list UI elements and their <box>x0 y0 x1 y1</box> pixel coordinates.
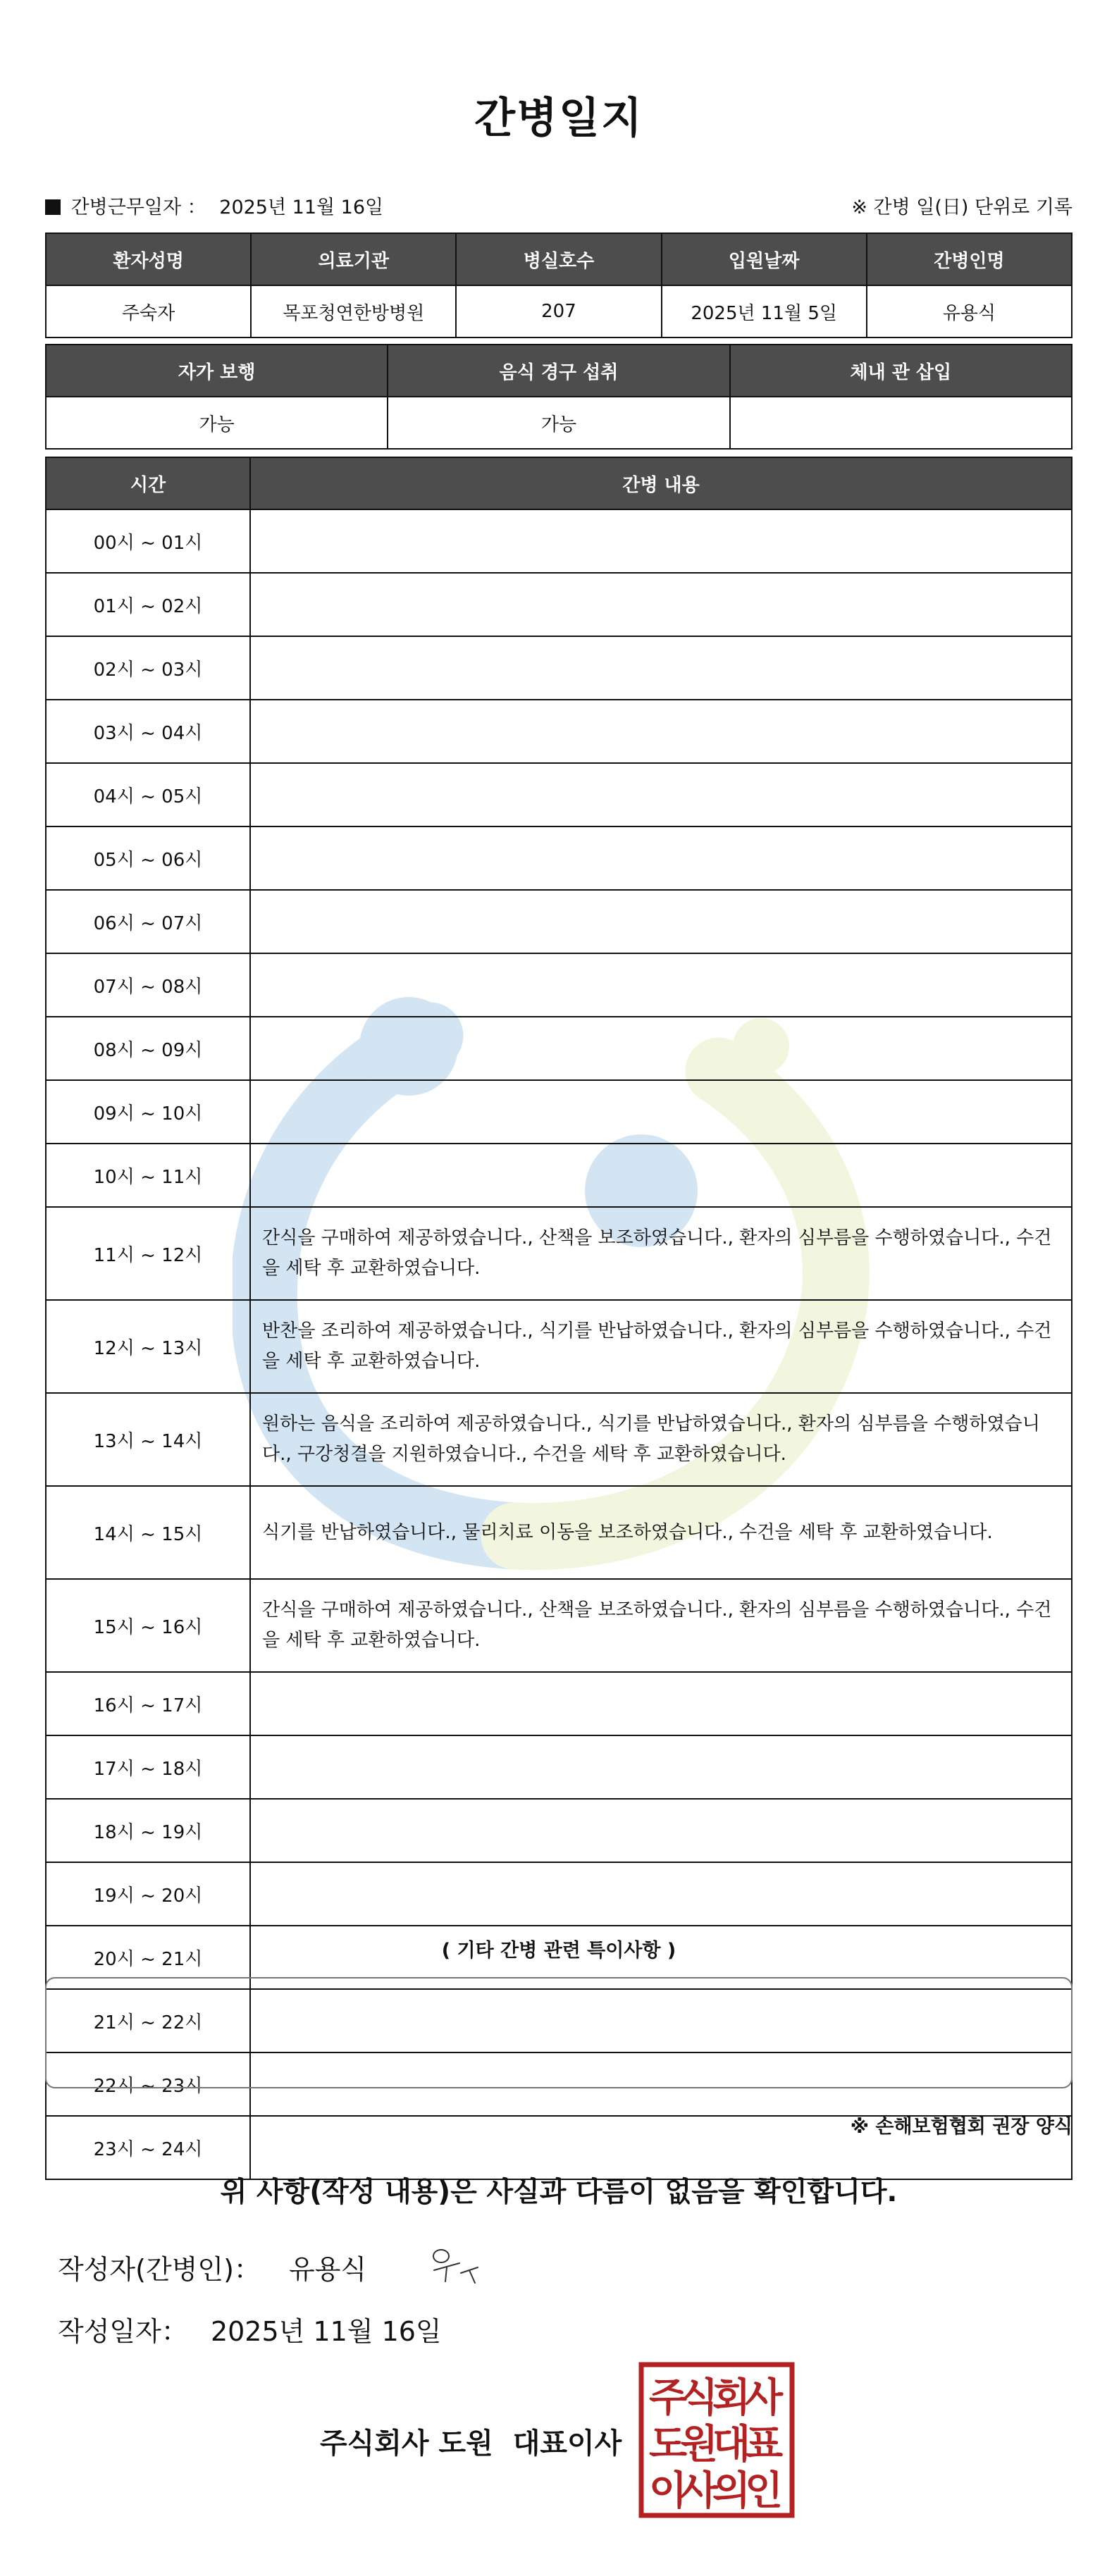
bullet-square-icon <box>45 199 61 215</box>
recommend-note: ※ 손해보험협회 권장 양식 <box>850 2116 1072 2138</box>
time-slot: 17시 ~ 18시 <box>46 1735 250 1799</box>
time-slot: 06시 ~ 07시 <box>46 890 250 953</box>
table-row <box>46 953 1072 1017</box>
care-content <box>250 1799 1072 1862</box>
svg-text:도: 도 <box>648 2422 688 2467</box>
table-row <box>46 1300 1072 1393</box>
svg-text:회: 회 <box>712 2375 751 2421</box>
company-seal-stamp <box>638 2362 795 2518</box>
patient-status-table <box>45 344 1072 450</box>
svg-text:원: 원 <box>679 2422 719 2467</box>
header-oral-intake: 음식 경구 섭취 <box>388 345 729 397</box>
care-log-body <box>46 509 1072 2179</box>
care-content: 간식을 구매하여 제공하였습니다., 산책을 보조하였습니다., 환자의 심부름을 수행하였습니다., 수건을 세탁 후 교환하였습니다. <box>250 1207 1072 1300</box>
writer-label: 작성자(간병인)： <box>58 2254 261 2285</box>
caregiver-name: 유용식 <box>867 285 1072 338</box>
care-content: 원하는 음식을 조리하여 제공하였습니다., 식기를 반납하였습니다., 환자의 심부름을 수행하였습니다., 구강청결을 지원하였습니다., 수건을 세탁 후 교환하였습니다. <box>250 1393 1072 1486</box>
table-row <box>46 1486 1072 1579</box>
table-row <box>46 1672 1072 1735</box>
table-row <box>46 573 1072 636</box>
care-content: 식기를 반납하였습니다., 물리치료 이동을 보조하였습니다., 수건을 세탁 후 교환하였습니다. <box>250 1486 1072 1579</box>
written-date-value: 2025년 11월 16일 <box>210 2316 442 2347</box>
time-slot: 10시 ~ 11시 <box>46 1144 250 1207</box>
time-slot: 04시 ~ 05시 <box>46 763 250 826</box>
svg-text:인: 인 <box>744 2468 784 2514</box>
company-name: 주식회사 도원 <box>320 2427 493 2460</box>
table-row <box>46 1144 1072 1207</box>
time-slot: 03시 ~ 04시 <box>46 700 250 763</box>
room-number: 207 <box>456 285 661 338</box>
header-admission-date: 입원날짜 <box>662 233 867 285</box>
time-slot: 05시 ~ 06시 <box>46 826 250 890</box>
care-content <box>250 826 1072 890</box>
patient-info-table <box>45 233 1072 338</box>
time-slot: 07시 ~ 08시 <box>46 953 250 1017</box>
page-title: 간병일지 <box>474 94 643 143</box>
time-slot: 20시 ~ 21시 <box>46 1926 250 1989</box>
header-room: 병실호수 <box>456 233 661 285</box>
table-row <box>46 1393 1072 1486</box>
care-content <box>250 1672 1072 1735</box>
table-row <box>46 1017 1072 1080</box>
table-row <box>46 826 1072 890</box>
time-slot: 00시 ~ 01시 <box>46 509 250 573</box>
table-row <box>46 636 1072 700</box>
header-hospital: 의료기관 <box>251 233 456 285</box>
time-slot: 19시 ~ 20시 <box>46 1862 250 1926</box>
admission-date: 2025년 11월 5일 <box>662 285 867 338</box>
time-slot: 16시 ~ 17시 <box>46 1672 250 1735</box>
time-slot: 12시 ~ 13시 <box>46 1300 250 1393</box>
work-date-label: 간병근무일자 ： <box>70 197 206 218</box>
time-slot: 09시 ~ 10시 <box>46 1080 250 1144</box>
oral-intake-value: 가능 <box>388 397 729 449</box>
care-content <box>250 700 1072 763</box>
care-content <box>250 1080 1072 1144</box>
handwritten-signature <box>426 2241 489 2290</box>
care-content <box>250 1862 1072 1926</box>
svg-text:이: 이 <box>648 2468 688 2514</box>
table-row <box>46 1799 1072 1862</box>
work-date-value: 2025년 11월 16일 <box>219 197 384 218</box>
care-content <box>250 763 1072 826</box>
care-content <box>250 1735 1072 1799</box>
table-row <box>46 1080 1072 1144</box>
care-content <box>250 890 1072 953</box>
patient-name: 주숙자 <box>46 285 251 338</box>
svg-text:사: 사 <box>679 2468 719 2514</box>
writer-line <box>58 2248 366 2286</box>
extra-notes-label: ( 기타 간병 관련 특이사항 ) <box>441 1940 676 1962</box>
record-note: ※ 간병 일(日) 단위로 기록 <box>851 197 1072 218</box>
table-row <box>46 1735 1072 1799</box>
table-row <box>46 1579 1072 1672</box>
header-care-content: 간병 내용 <box>250 457 1072 509</box>
care-content <box>250 953 1072 1017</box>
header-tube: 체내 관 삽입 <box>730 345 1072 397</box>
svg-text:대: 대 <box>712 2422 751 2467</box>
care-content: 반찬을 조리하여 제공하였습니다., 식기를 반납하였습니다., 환자의 심부름을 수행하였습니다., 수건을 세탁 후 교환하였습니다. <box>250 1300 1072 1393</box>
svg-text:표: 표 <box>744 2422 784 2467</box>
header-time: 시간 <box>46 457 250 509</box>
care-content <box>250 636 1072 700</box>
time-slot: 22시 ~ 23시 <box>46 2052 250 2116</box>
table-row <box>46 890 1072 953</box>
extra-notes-box <box>45 1977 1072 2088</box>
company-title: 대표이사 <box>512 2427 622 2460</box>
time-slot: 23시 ~ 24시 <box>46 2116 250 2179</box>
care-log-table <box>45 457 1072 2180</box>
care-content <box>250 1017 1072 1080</box>
table-row <box>46 1862 1072 1926</box>
time-slot: 01시 ~ 02시 <box>46 573 250 636</box>
header-caregiver: 간병인명 <box>867 233 1072 285</box>
meta-row <box>45 192 1072 220</box>
hospital-name: 목포청연한방병원 <box>251 285 456 338</box>
table-row <box>46 700 1072 763</box>
table-row <box>46 509 1072 573</box>
care-content <box>250 509 1072 573</box>
header-patient-name: 환자성명 <box>46 233 251 285</box>
header-walking: 자가 보행 <box>46 345 388 397</box>
time-slot: 02시 ~ 03시 <box>46 636 250 700</box>
svg-text:의: 의 <box>712 2468 751 2514</box>
table-row <box>46 763 1072 826</box>
written-date-line <box>58 2310 442 2348</box>
walking-value: 가능 <box>46 397 388 449</box>
time-slot: 21시 ~ 22시 <box>46 1989 250 2052</box>
time-slot: 14시 ~ 15시 <box>46 1486 250 1579</box>
care-content <box>250 573 1072 636</box>
written-date-label: 작성일자： <box>58 2316 188 2347</box>
care-content <box>250 1144 1072 1207</box>
time-slot: 11시 ~ 12시 <box>46 1207 250 1300</box>
care-content: 간식을 구매하여 제공하였습니다., 산책을 보조하였습니다., 환자의 심부름을 수행하였습니다., 수건을 세탁 후 교환하였습니다. <box>250 1579 1072 1672</box>
company-line <box>320 2421 622 2461</box>
writer-name: 유용식 <box>289 2254 367 2285</box>
confirmation-text: 위 사항(작성 내용)은 사실과 다름이 없음을 확인합니다. <box>220 2176 898 2208</box>
svg-text:사: 사 <box>744 2375 784 2421</box>
time-slot: 18시 ~ 19시 <box>46 1799 250 1862</box>
time-slot: 08시 ~ 09시 <box>46 1017 250 1080</box>
time-slot: 13시 ~ 14시 <box>46 1393 250 1486</box>
work-date <box>45 192 383 219</box>
table-row <box>46 1207 1072 1300</box>
svg-text:주: 주 <box>648 2375 688 2421</box>
tube-value <box>730 397 1072 449</box>
svg-text:식: 식 <box>679 2375 719 2421</box>
time-slot: 15시 ~ 16시 <box>46 1579 250 1672</box>
